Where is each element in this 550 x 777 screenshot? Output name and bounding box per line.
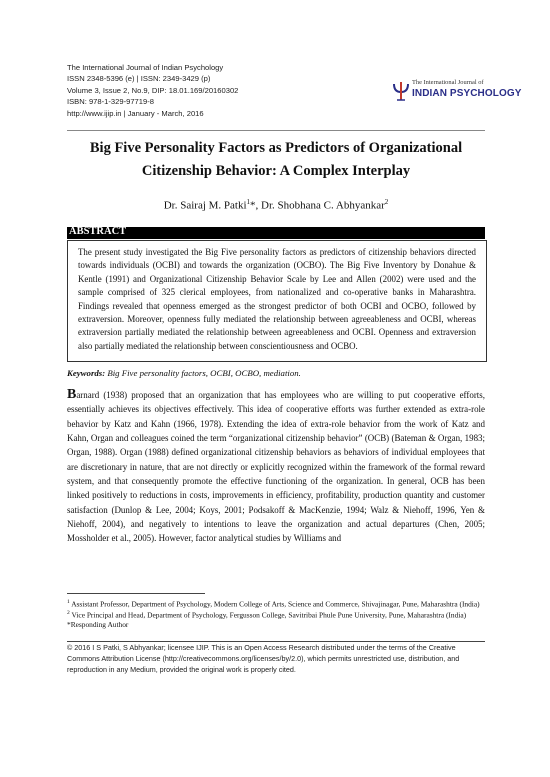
footnote-2: [67, 609, 485, 620]
footnote-1-text: Assistant Professor, Department of Psychology, Modern College of Arts, Science and Commerce, Shivajinagar, Pune, Maharashtra (India): [69, 599, 480, 609]
issn-line: ISSN 2348-5396 (e) | ISSN: 2349-3429 (p): [67, 74, 211, 84]
logo-main-text: INDIAN PSYCHOLOGY: [412, 88, 522, 99]
abstract-text: The present study investigated the Big Five personality factors as predictors of citizenship behaviors directed towards individuals (OCBI) and towards the organization (OCBO). The Big Five Inventory by Donahue & Kentle (1991) and Organizational Citizenship Behavior Scale by Lee and Allen (2002) were used and the sample comprised of 325 clerical employees, from nationalized and co-operative banks in Maharashtra. Findings revealed that openness emerged as the strongest predictor of both OCBI and OCBO, followed by extraversion. Moreover, openness fully mediated the relationship between agreeableness and OCBI, whereas extraversion partially mediated the relationship between agreeableness and OCBI. Openness and extraversion also partially mediated the relationship between conscientiousness and OCBO.: [67, 240, 487, 362]
isbn-line: ISBN: 978-1-329-97719-8: [67, 97, 154, 107]
keywords-text: Big Five personality factors, OCBI, OCBO, mediation.: [105, 368, 301, 378]
footnotes: [67, 598, 485, 630]
author-2-mark: 2: [384, 198, 389, 206]
volume-line: Volume 3, Issue 2, No.9, DIP: 18.01.169/20160302: [67, 85, 239, 95]
footnote-1-mark: 1: [67, 599, 70, 605]
author-1-star: *: [250, 199, 256, 212]
header-divider: [67, 130, 485, 131]
journal-logo: [390, 79, 522, 109]
journal-header: [67, 62, 238, 119]
keywords-label: Keywords:: [67, 368, 106, 378]
author-1: Dr. Sairaj M. Patki: [163, 199, 247, 212]
journal-name: The International Journal of Indian Psychology: [67, 63, 224, 72]
footnote-2-mark: 2: [67, 610, 70, 617]
authors: [67, 198, 485, 212]
url-date-line[interactable]: http://www.ijip.in | January - March, 2016: [67, 108, 204, 118]
author-1-mark: 1: [246, 198, 251, 206]
responding-author: *Responding Author: [67, 620, 129, 630]
abstract-heading-bar: [67, 227, 485, 239]
footnote-1: [67, 598, 485, 609]
drop-cap: B: [67, 387, 77, 402]
license-text: © 2016 I S Patki, S Abhyankar; licensee IJIP. This is an Open Access Research distributed under the terms of the Creative Commons Attribution License (http://creativecommons.org/licenses/by/2.0), which permits unrestricted use, distribution, and reproduction in any Medium, provided the original work is properly cited.: [67, 643, 460, 674]
license-divider: [67, 641, 485, 642]
logo-top-text: The International Journal of: [412, 79, 484, 86]
footnote-2-text: Vice Principal and Head, Department of Psychology, Fergusson College, Savitribai Phule Pune University, Pune, Maharashtra (India): [69, 610, 467, 620]
keywords: [67, 368, 301, 378]
body-paragraph: [67, 388, 485, 546]
paper-title-line2: Citizenship Behavior: A Complex Interplay: [141, 163, 411, 179]
footnote-divider: [67, 593, 205, 594]
abstract-heading: ABSTRACT: [69, 226, 127, 237]
body-text: arnard (1938) proposed that an organization that has employees who are willing to put cooperative efforts, essentially achieves its objectives effectively. This idea of cooperative efforts was further extended as extra-role behavior by Katz and Kahn (1966, 1978). Extending the idea of extra-role behavior from the work of Katz and Kahn, Organ and colleagues coined the term “organizational citizenship behavior” (OCB) (Bateman & Organ, 1983; Organ, 1988). Organ (1988) defined organizational citizenship behaviors as behaviors of individual employees that are discretionary in nature, that are not directly or explicitly recognized within the framework of the formal reward system, and that consequently promote the effective functioning of the organization. In general, OCB has been linked positively to reductions in costs, improvements in efficiency, profitability, production quantity and customer satisfaction (Dunlop & Lee, 2004; Koys, 2001; Podsakoff & MacKenzie, 1994; Walz & Niehoff, 1996, Yen & Niehoff, 2004), and negatively to intentions to leave the organization and actual departures (Chen, 2005; Mossholder et al., 2005). However, factor analytical studies by Williams and: [67, 390, 485, 544]
psi-logo-icon: [392, 81, 410, 101]
paper-title-line1: Big Five Personality Factors as Predictors of Organizational: [89, 140, 463, 156]
author-2: , Dr. Shobhana C. Abhyankar: [255, 199, 385, 212]
